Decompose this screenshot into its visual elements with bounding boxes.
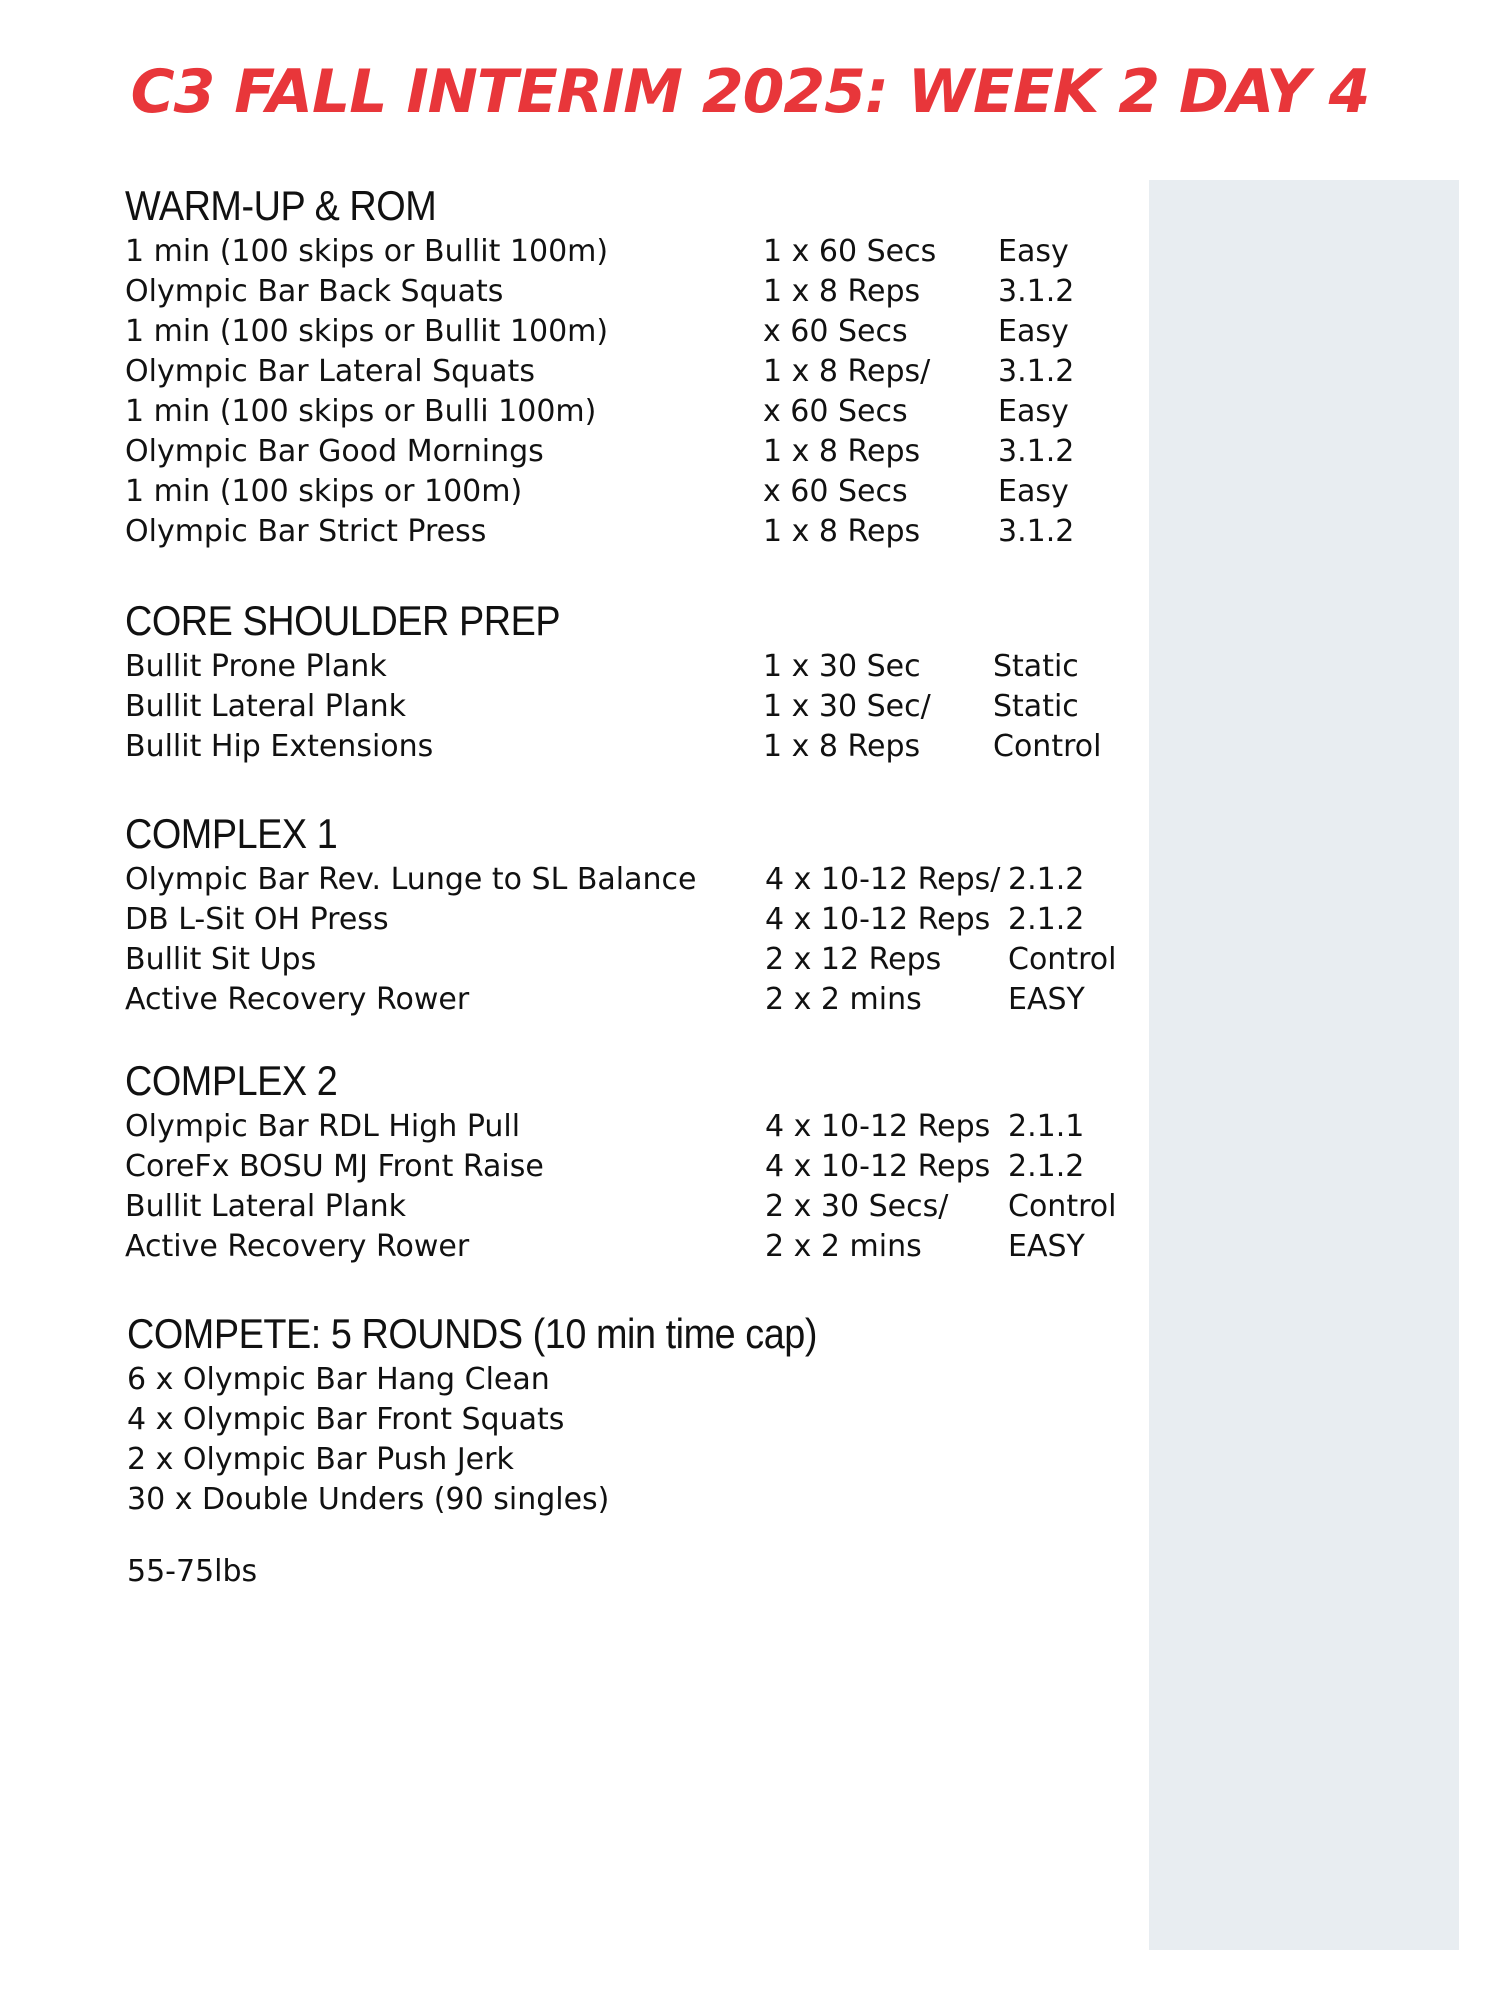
exercise-name: 1 min (100 skips or Bullit 100m) — [125, 314, 609, 349]
exercise-sets: x 60 Secs — [763, 394, 908, 429]
exercise-name: Olympic Bar Rev. Lunge to SL Balance — [125, 862, 697, 897]
exercise-note: Easy — [998, 234, 1069, 269]
exercise-name: 1 min (100 skips or Bulli 100m) — [125, 394, 597, 429]
exercise-name: DB L-Sit OH Press — [125, 902, 389, 937]
exercise-row — [125, 727, 1125, 767]
exercise-name: CoreFx BOSU MJ Front Raise — [125, 1149, 544, 1184]
exercise-note: Easy — [998, 474, 1069, 509]
section-complex-2 — [125, 1055, 1125, 1267]
exercise-name: 1 min (100 skips or 100m) — [125, 474, 523, 509]
exercise-row — [125, 1187, 1125, 1227]
exercise-name: Bullit Lateral Plank — [125, 1189, 407, 1224]
exercise-name: Bullit Hip Extensions — [125, 729, 434, 764]
exercise-name: Olympic Bar Good Mornings — [125, 434, 544, 469]
exercise-list — [125, 860, 1125, 1020]
exercise-row — [125, 272, 1125, 312]
exercise-note: 3.1.2 — [998, 514, 1075, 549]
exercise-note: Control — [1008, 942, 1117, 977]
exercise-note: Static — [993, 689, 1079, 724]
exercise-name: Olympic Bar Back Squats — [125, 274, 504, 309]
exercise-sets: x 60 Secs — [763, 474, 908, 509]
section-title: CORE SHOULDER PREP — [125, 597, 561, 644]
exercise-note: EASY — [1008, 1229, 1085, 1264]
exercise-row — [125, 980, 1125, 1020]
exercise-row — [125, 472, 1125, 512]
exercise-sets: 1 x 8 Reps — [763, 729, 921, 764]
exercise-row — [125, 940, 1125, 980]
exercise-row — [125, 392, 1125, 432]
exercise-sets: 1 x 8 Reps/ — [763, 354, 931, 389]
exercise-name: Bullit Prone Plank — [125, 649, 387, 684]
exercise-row — [125, 1147, 1125, 1187]
exercise-sets: 2 x 12 Reps — [765, 942, 942, 977]
compete-item: 30 x Double Unders (90 singles) — [127, 1482, 610, 1517]
exercise-row — [125, 1227, 1125, 1267]
exercise-note: 2.1.2 — [1008, 862, 1085, 897]
exercise-note: 3.1.2 — [998, 434, 1075, 469]
exercise-name: Olympic Bar Strict Press — [125, 514, 487, 549]
section-title: WARM-UP & ROM — [125, 182, 437, 229]
exercise-row — [125, 432, 1125, 472]
exercise-note: 2.1.2 — [1008, 1149, 1085, 1184]
weight-note: 55-75lbs — [127, 1554, 258, 1589]
exercise-sets: 1 x 8 Reps — [763, 434, 921, 469]
exercise-sets: 4 x 10-12 Reps — [765, 902, 991, 937]
exercise-row — [125, 647, 1125, 687]
section-warmup — [125, 180, 1125, 552]
section-complex-1 — [125, 808, 1125, 1020]
section-title: COMPLEX 1 — [125, 810, 338, 857]
exercise-sets: x 60 Secs — [763, 314, 908, 349]
exercise-note: Static — [993, 649, 1079, 684]
page-title: C3 FALL INTERIM 2025: WEEK 2 DAY 4 — [130, 57, 1370, 127]
exercise-sets: 4 x 10-12 Reps — [765, 1149, 991, 1184]
compete-item: 4 x Olympic Bar Front Squats — [127, 1402, 565, 1437]
exercise-sets: 1 x 30 Sec/ — [763, 689, 931, 724]
exercise-row — [125, 232, 1125, 272]
exercise-row — [125, 900, 1125, 940]
compete-list — [127, 1360, 1127, 1520]
exercise-name: Active Recovery Rower — [125, 1229, 470, 1264]
compete-item: 2 x Olympic Bar Push Jerk — [127, 1442, 514, 1477]
exercise-name: Olympic Bar RDL High Pull — [125, 1109, 521, 1144]
exercise-sets: 1 x 8 Reps — [763, 514, 921, 549]
section-compete — [127, 1308, 1127, 1520]
exercise-row — [125, 312, 1125, 352]
exercise-list — [125, 647, 1125, 767]
exercise-row — [125, 860, 1125, 900]
exercise-name: 1 min (100 skips or Bullit 100m) — [125, 234, 609, 269]
exercise-sets: 1 x 60 Secs — [763, 234, 937, 269]
exercise-sets: 2 x 2 mins — [765, 982, 922, 1017]
exercise-name: Olympic Bar Lateral Squats — [125, 354, 535, 389]
section-title: COMPLEX 2 — [125, 1057, 338, 1104]
exercise-row — [125, 512, 1125, 552]
exercise-sets: 4 x 10-12 Reps/ — [765, 862, 1001, 897]
exercise-note: Control — [993, 729, 1102, 764]
exercise-note: Control — [1008, 1189, 1117, 1224]
exercise-note: 3.1.2 — [998, 274, 1075, 309]
exercise-sets: 4 x 10-12 Reps — [765, 1109, 991, 1144]
exercise-name: Bullit Sit Ups — [125, 942, 317, 977]
exercise-note: Easy — [998, 394, 1069, 429]
exercise-row — [125, 352, 1125, 392]
exercise-note: EASY — [1008, 982, 1085, 1017]
exercise-note: 2.1.2 — [1008, 902, 1085, 937]
compete-item: 6 x Olympic Bar Hang Clean — [127, 1362, 550, 1397]
section-core-shoulder-prep — [125, 595, 1125, 767]
exercise-sets: 2 x 30 Secs/ — [765, 1189, 949, 1224]
exercise-list — [125, 1107, 1125, 1267]
exercise-name: Bullit Lateral Plank — [125, 689, 407, 724]
exercise-sets: 1 x 8 Reps — [763, 274, 921, 309]
exercise-name: Active Recovery Rower — [125, 982, 470, 1017]
section-title: COMPETE: 5 ROUNDS (10 min time cap) — [127, 1310, 818, 1357]
exercise-row — [125, 687, 1125, 727]
exercise-sets: 1 x 30 Sec — [763, 649, 921, 684]
exercise-note: 3.1.2 — [998, 354, 1075, 389]
exercise-row — [125, 1107, 1125, 1147]
exercise-note: 2.1.1 — [1008, 1109, 1085, 1144]
side-panel — [1149, 180, 1459, 1950]
exercise-list — [125, 232, 1125, 552]
exercise-note: Easy — [998, 314, 1069, 349]
exercise-sets: 2 x 2 mins — [765, 1229, 922, 1264]
